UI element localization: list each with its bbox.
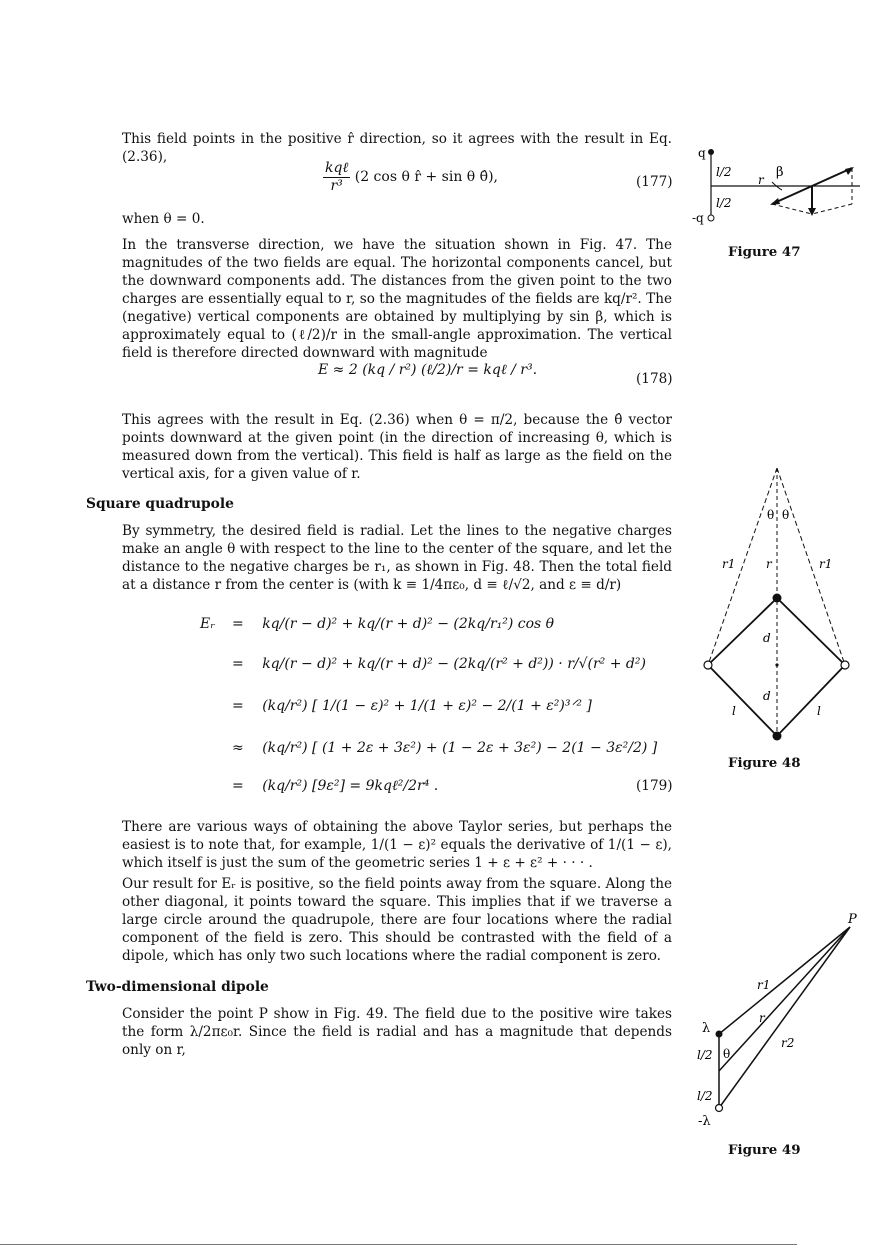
eq179-row-4-op: ≈ [232,740,244,756]
fig48-negative-charge-right [841,661,849,669]
fig49-label-minus-lambda: -λ [698,1114,711,1129]
fig47-field-arrowhead-right [845,167,854,175]
fig48-label-l-left: l [732,704,736,718]
fig48-label-r1-right: r1 [819,557,833,571]
fig47-field-arrowhead-left [770,198,780,205]
fig49-label-r2: r2 [781,1036,795,1050]
figure-49 [690,905,870,1130]
paragraph-7 [122,1005,672,1059]
fig48-dashed-r1-right [777,468,845,665]
fig47-label-r: r [758,173,764,187]
figure-48-caption: Figure 48 [728,755,801,771]
eq177-body: (2 cos θ r̂ + sin θ θ̂), [354,169,499,185]
fig49-positive-wire [716,1031,723,1038]
eq179-lhs-text: Eᵣ [200,616,216,632]
fig48-positive-charge-top [773,594,782,603]
paragraph-1-text: This field points in the positive r̂ direction, so it agrees with the result in Eq. (2.36), [122,131,672,165]
fig47-negative-charge [708,215,714,221]
fig48-center-dot [775,663,778,666]
eq179-row-3 [232,698,592,714]
fig48-negative-charge-left [704,661,712,669]
fig47-positive-charge [708,149,714,155]
fig47-label-l2-top: l/2 [716,165,732,179]
fig49-label-theta: θ [723,1047,731,1061]
when-text: when θ = 0. [122,211,205,227]
eq177-numerator: kqℓ [325,160,349,176]
eq179-row-1-op: = [232,616,244,632]
figure-48 [690,460,870,750]
paragraph-3-text: This agrees with the result in Eq. (2.36) when θ = π/2, because the θ̂ vector points downward at the given point (in the direction of increasing θ, which is measured down from the vertical). This field is half as large as the field on the vertical axis, for a given value of r. [122,412,672,482]
paragraph-2 [122,236,672,362]
paragraph-6-text: Our result for Eᵣ is positive, so the field points away from the square. Along the other diagonal, it points toward the square. This implies that if we traverse a large circle around the quadrupole, there are four locations where the radial component of the field is zero. This should be contrasted with the field of a dipole, which has only two such locations where the radial component is zero. [122,876,672,964]
eq179-row-5-expr: (kq/r²) [9ε²] = 9kqℓ²/2r⁴ . [262,778,439,794]
section-heading-square-quadrupole: Square quadrupole [86,496,234,512]
fig49-label-l2-top: l/2 [697,1048,713,1062]
fig48-label-l-right: l [817,704,821,718]
fig47-dashed-right [812,204,852,214]
figure-47-caption: Figure 47 [728,244,801,260]
fig48-theta-right: θ [782,508,790,522]
paragraph-3 [122,411,672,483]
paragraph-5-text: There are various ways of obtaining the above Taylor series, but perhaps the easiest is to note that, for example, 1/(1 − ε)² equals the derivative of 1/(1 − ε), which itself is just the sum of the geometric series 1 + ε + ε² + · · · . [122,819,672,871]
eq179-row-2-op: = [232,656,244,672]
equation-number-178: (178) [636,371,673,387]
paragraph-4 [122,522,672,594]
eq179-row-2-expr: kq/(r − d)² + kq/(r + d)² − (2kq/(r² + d²)) · r/√(r² + d²) [262,656,646,672]
paragraph-7-text: Consider the point P show in Fig. 49. The field due to the positive wire takes the form λ/2πε₀r. Since the field is radial and has a magnitude that depends only on r, [122,1006,672,1058]
paragraph-6 [122,875,672,965]
figure-47 [690,138,870,238]
eq179-row-4-expr: (kq/r²) [ (1 + 2ε + 3ε²) + (1 − 2ε + 3ε²) − 2(1 − 3ε²/2) ] [262,740,658,756]
fig47-dashed-left [772,204,812,214]
eq177-denominator: r³ [323,177,350,194]
fig49-label-r: r [759,1011,765,1025]
figure-49-caption: Figure 49 [728,1142,801,1158]
equation-177 [323,160,498,194]
fig49-negative-wire [716,1105,723,1112]
paragraph-4-text: By symmetry, the desired field is radial. Let the lines to the negative charges make an angle θ with respect to the line to the center of the square, and let the distance to the negative charges be r₁, as shown in Fig. 48. Then the total field at a distance r from the center is (with k ≡ 1/4πε₀, d ≡ ℓ/√2, and ε ≡ d/r) [122,523,672,593]
fig48-label-d-lower: d [763,689,771,703]
fig48-label-r1-left: r1 [722,557,736,571]
footer-rule [0,1244,797,1245]
fig48-positive-charge-bottom [773,732,782,741]
eq179-row-5 [232,778,438,795]
equation-178: E ≈ 2 (kq / r²) (ℓ/2)/r = kqℓ / r³. [318,362,538,378]
equation-number-179: (179) [636,778,673,794]
when-line [122,210,672,228]
eq179-row-2 [232,656,646,672]
eq179-row-3-op: = [232,698,244,714]
equation-number-177: (177) [636,174,673,190]
eq179-lhs [200,616,215,632]
fig48-label-d-upper: d [763,631,771,645]
paragraph-2-text: In the transverse direction, we have the situation shown in Fig. 47. The magnitudes of the two fields are equal. The horizontal components cancel, but the downward components add. The distances from the given point to the two charges are essentially equal to r, so the magnitudes of the fields are kq/r². The (negative) vertical components are obtained by multiplying by sin β, which is approximately equal to (ℓ/2)/r in the small-angle approximation. The vertical field is therefore directed downward with magnitude [122,237,672,361]
fig48-label-r: r [766,557,772,571]
eq179-row-1-expr: kq/(r − d)² + kq/(r + d)² − (2kq/r₁²) cos θ [262,616,555,632]
fig47-label-minus-q: -q [692,211,704,225]
fig49-label-l2-bottom: l/2 [697,1089,713,1103]
fig47-label-l2-bottom: l/2 [716,196,732,210]
fig49-label-r1: r1 [757,978,771,992]
eq179-row-5-op: = [232,778,244,794]
fig47-label-q: q [698,146,706,160]
fig49-label-lambda: λ [702,1021,711,1036]
section-heading-two-dimensional-dipole: Two-dimensional dipole [86,979,269,995]
fig47-label-beta: β [776,165,784,180]
paragraph-5 [122,818,672,872]
eq179-row-4 [232,740,657,756]
fig48-theta-left: θ [767,508,775,522]
fig49-label-P: P [848,912,857,927]
fig47-resultant-arrowhead [808,208,816,216]
eq179-row-3-expr: (kq/r²) [ 1/(1 − ε)² + 1/(1 + ε)² − 2/(1 + ε²)³ᐟ² ] [262,698,592,714]
eq179-row-1 [232,616,554,632]
